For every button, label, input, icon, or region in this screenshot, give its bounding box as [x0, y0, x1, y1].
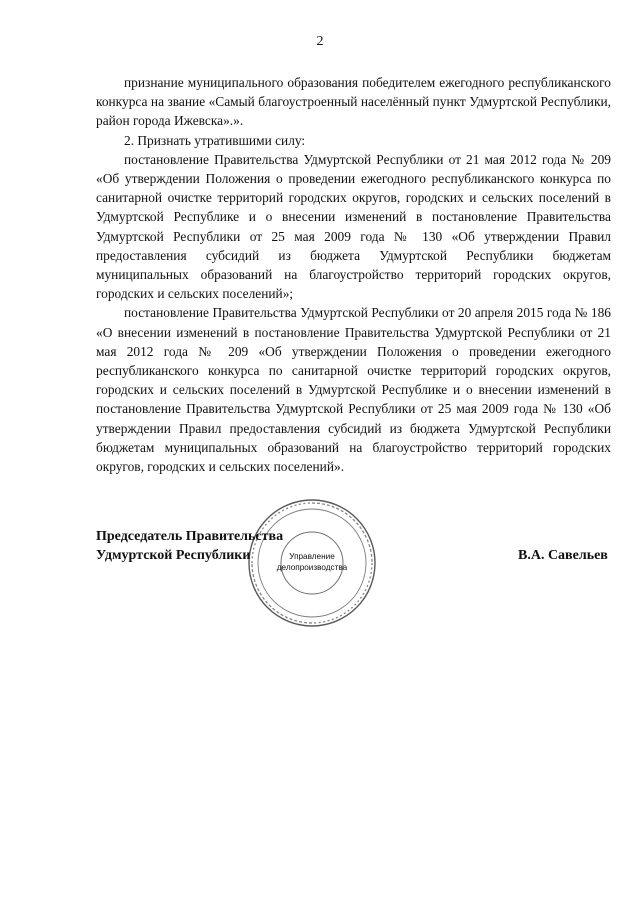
paragraph: постановление Правительства Удмуртской Республики от 21 мая 2012 года № 209 «Об утверждении Положения о проведении ежегодного республиканского конкурса по санитарной очистке территорий городских округов, городских и сельских поселений в Удмуртской Республике и о внесении изменений в постановление Правительства Удмуртской Республики от 25 мая 2009 года № 130 «Об утверждении Правил предоставления субсидий из бюджета Удмуртской Республики бюджетам муниципальных образований на благоустройство территорий городских округов, городских и сельских поселений»; [96, 151, 611, 302]
signatory-name: В.А. Савельев [518, 548, 608, 563]
paragraph: 2. Признать утратившими силу: [124, 132, 306, 148]
paragraph: постановление Правительства Удмуртской Республики от 20 апреля 2015 года № 186 «О внесении изменений в постановление Правительства Удмуртской Республики от 21 мая 2012 года № 209 «Об утверждении Положения о проведении ежегодного республиканского конкурса по санитарной очистке территорий городских округов, городских и сельских поселений в Удмуртской Республике и о внесении изменений в постановление Правительства Удмуртской Республики от 25 мая 2009 года № 130 «Об утверждении Правил предоставления субсидий из бюджета Удмуртской Республики бюджетам муниципальных образований на благоустройство территорий городских округов, городских и сельских поселений». [96, 305, 611, 475]
seal-label-line1: Управление [289, 552, 335, 561]
seal-label-line2: делопроизводства [276, 563, 348, 572]
document-body [96, 73, 611, 476]
official-seal-stamp [246, 497, 378, 629]
paragraph: признание муниципального образования победителем ежегодного республиканского конкурса на звание «Самый благоустроенный населённый пункт Удмуртской Республики, район города Ижевска».». [96, 75, 611, 129]
page-number: 2 [316, 34, 324, 49]
signatory-title-line1: Председатель Правительства [96, 529, 284, 544]
signatory-title-line2: Удмуртской Республики [96, 548, 251, 563]
